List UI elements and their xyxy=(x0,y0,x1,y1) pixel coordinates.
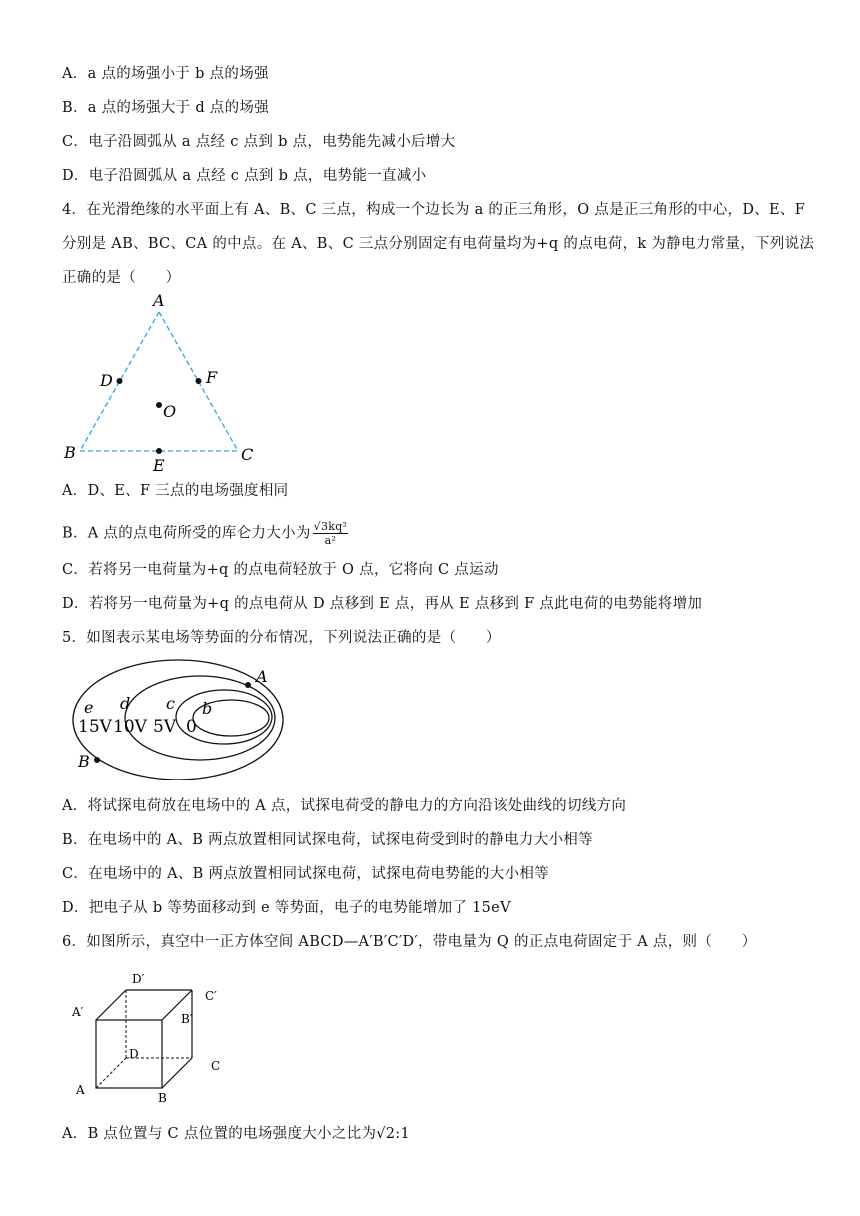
q4-option-b xyxy=(62,520,348,547)
coulomb-force-formula xyxy=(313,520,349,547)
surface-d-potential: 10V xyxy=(113,717,147,737)
q3-option-a: A．a 点的场强小于 b 点的场强 xyxy=(62,66,269,82)
label-b-bottom: B xyxy=(158,1091,167,1105)
label-a: A xyxy=(153,291,165,310)
label-e: E xyxy=(153,456,165,475)
label-o: O xyxy=(163,402,177,421)
point-d xyxy=(117,378,123,384)
label-f: F xyxy=(206,368,218,387)
point-o xyxy=(156,402,162,408)
q5-option-c: C．在电场中的 A、B 两点放置相同试探电荷，试探电荷电势能的大小相等 xyxy=(62,866,549,882)
point-a xyxy=(245,682,251,688)
point-b xyxy=(94,757,100,763)
q4-stem-line-3: 正确的是（ ） xyxy=(62,270,181,286)
equipotential-figure xyxy=(62,650,292,780)
surface-c-potential: 5V xyxy=(153,717,177,737)
point-b-label: B xyxy=(78,752,90,771)
formula-numerator: √3kq² xyxy=(313,520,348,533)
q4-option-a: A．D、E、F 三点的电场强度相同 xyxy=(62,483,289,499)
q4-stem-line-2: 分别是 AB、BC、CA 的中点。在 A、B、C 三点分别固定有电荷量均为+q 的点电荷，k 为静电力常量，下列说法 xyxy=(62,236,815,252)
label-d-bottom: D xyxy=(129,1047,139,1061)
point-e xyxy=(156,448,162,454)
point-a-label: A xyxy=(256,667,268,686)
cube-figure xyxy=(62,966,242,1106)
q5-option-b: B．在电场中的 A、B 两点放置相同试探电荷，试探电荷受到时的静电力大小相等 xyxy=(62,832,593,848)
q4-option-b-text: B．A 点的点电荷所受的库仑力大小为 xyxy=(62,525,311,542)
hidden-edge-ad xyxy=(96,1058,126,1088)
q4-option-c: C．若将另一电荷量为+q 的点电荷轻放于 O 点，它将向 C 点运动 xyxy=(62,562,499,578)
triangle-figure xyxy=(60,290,270,476)
label-a-prime: A′ xyxy=(72,1005,84,1019)
label-c: C xyxy=(241,445,254,464)
surface-e-letter: e xyxy=(84,698,94,717)
label-d-prime: D′ xyxy=(132,972,145,986)
label-b-prime: B′ xyxy=(181,1012,193,1026)
surface-b-letter: b xyxy=(202,699,213,718)
formula-denominator: a² xyxy=(324,534,337,547)
surface-d xyxy=(125,676,275,760)
q3-option-b: B．a 点的场强大于 d 点的场强 xyxy=(62,100,270,116)
q5-stem: 5．如图表示某电场等势面的分布情况，下列说法正确的是（ ） xyxy=(62,630,501,646)
q3-option-c: C．电子沿圆弧从 a 点经 c 点到 b 点，电势能先减小后增大 xyxy=(62,134,456,150)
q3-option-d: D．电子沿圆弧从 a 点经 c 点到 b 点，电势能一直减小 xyxy=(62,168,427,184)
label-c-bottom: C xyxy=(211,1059,221,1073)
surface-b-potential: 0 xyxy=(186,717,197,737)
label-d: D xyxy=(100,371,113,390)
surface-e-potential: 15V xyxy=(78,717,112,737)
point-f xyxy=(196,378,202,384)
surface-c-letter: c xyxy=(166,694,175,713)
q4-option-d: D．若将另一电荷量为+q 的点电荷从 D 点移到 E 点，再从 E 点移到 F 点此电荷的电势能将增加 xyxy=(62,596,703,612)
surface-d-letter: d xyxy=(120,694,131,713)
q5-option-a: A．将试探电荷放在电场中的 A 点，试探电荷受的静电力的方向沿该处曲线的切线方向 xyxy=(62,798,627,814)
label-c-prime: C′ xyxy=(205,989,217,1003)
q5-option-d: D．把电子从 b 等势面移动到 e 等势面，电子的电势能增加了 15eV xyxy=(62,900,511,916)
label-b: B xyxy=(64,443,76,462)
q6-stem: 6．如图所示，真空中一正方体空间 ABCD—A′B′C′D′，带电量为 Q 的正点电荷固定于 A 点，则（ ） xyxy=(62,934,757,950)
q6-option-a: A．B 点位置与 C 点位置的电场强度大小之比为√2:1 xyxy=(62,1126,411,1142)
label-a-bottom: A xyxy=(76,1083,85,1097)
q4-stem-line-1: 4．在光滑绝缘的水平面上有 A、B、C 三点，构成一个边长为 a 的正三角形，O 点是正三角形的中心，D、E、F xyxy=(62,202,806,218)
